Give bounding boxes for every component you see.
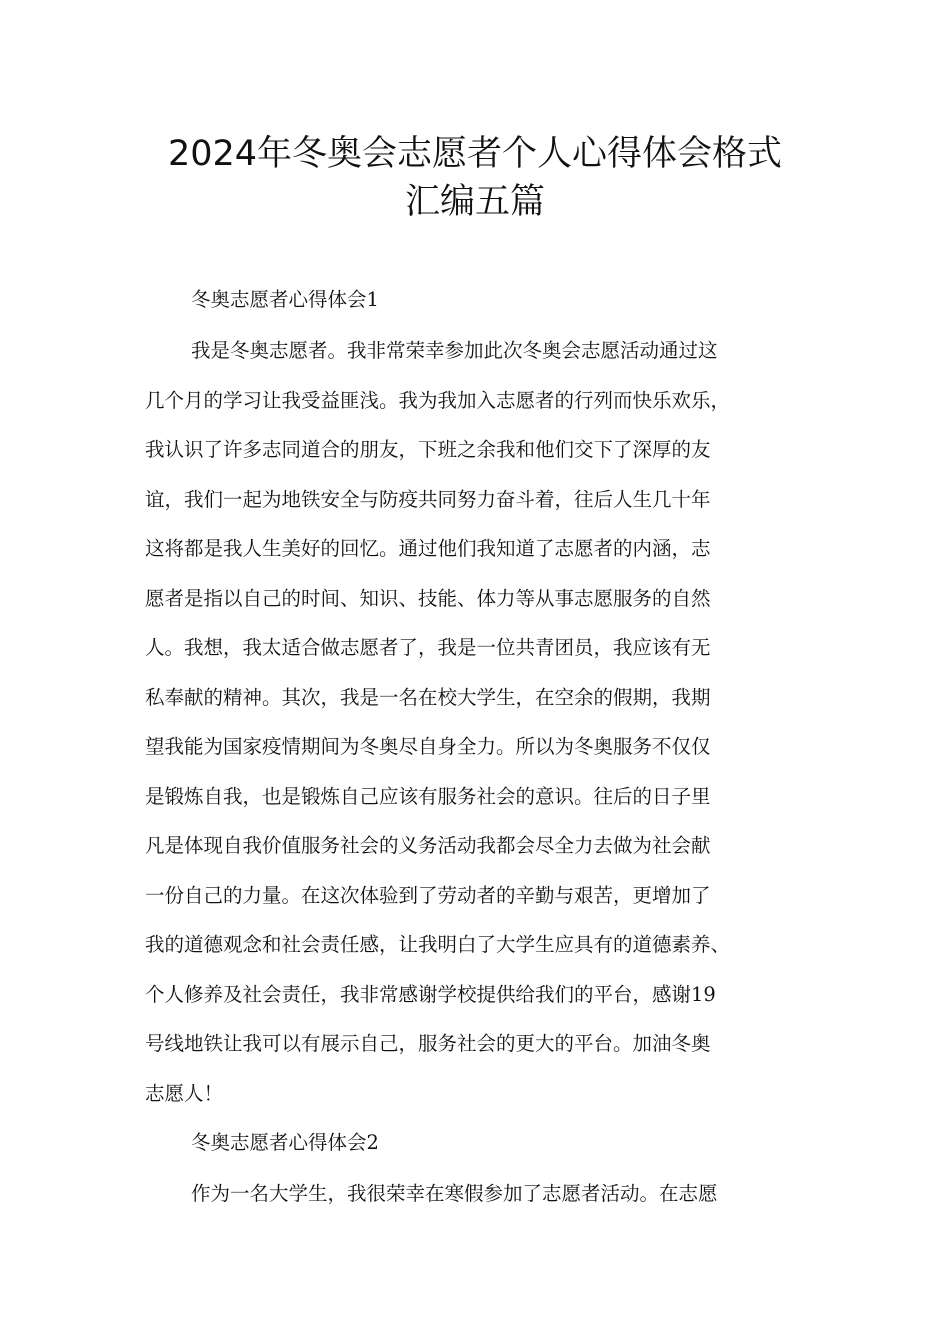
paragraph-line: 个人修养及社会责任，我非常感谢学校提供给我们的平台，感谢19 (145, 983, 716, 1006)
paragraph-line: 志愿人！ (145, 1082, 224, 1105)
paragraph-line: 人。我想，我太适合做志愿者了，我是一位共青团员，我应该有无 (145, 636, 711, 659)
paragraph-line: 我认识了许多志同道合的朋友，下班之余我和他们交下了深厚的友 (145, 438, 711, 461)
document-title-line-1: 2024年冬奥会志愿者个人心得体会格式 (167, 134, 783, 174)
paragraph-line: 一份自己的力量。在这次体验到了劳动者的辛勤与艰苦，更增加了 (145, 884, 711, 907)
paragraph-line: 是锻炼自我，也是锻炼自己应该有服务社会的意识。往后的日子里 (145, 785, 711, 808)
paragraph-line: 这将都是我人生美好的回忆。通过他们我知道了志愿者的内涵，志 (145, 537, 711, 560)
paragraph-line: 我的道德观念和社会责任感，让我明白了大学生应具有的道德素养、 (145, 933, 731, 956)
section-2-heading: 冬奥志愿者心得体会2 (191, 1131, 379, 1154)
document-title-line-2: 汇编五篇 (404, 182, 545, 222)
paragraph-line: 谊，我们一起为地铁安全与防疫共同努力奋斗着，往后人生几十年 (145, 488, 711, 511)
paragraph-line: 号线地铁让我可以有展示自己，服务社会的更大的平台。加油冬奥 (145, 1032, 711, 1055)
paragraph-line: 几个月的学习让我受益匪浅。我为我加入志愿者的行列而快乐欢乐， (145, 389, 731, 412)
section-1-heading: 冬奥志愿者心得体会1 (191, 288, 379, 311)
paragraph-line: 愿者是指以自己的时间、知识、技能、体力等从事志愿服务的自然 (145, 587, 711, 610)
paragraph-line: 凡是体现自我价值服务社会的义务活动我都会尽全力去做为社会献 (145, 834, 711, 857)
paragraph-line: 私奉献的精神。其次，我是一名在校大学生，在空余的假期，我期 (145, 686, 711, 709)
paragraph-line: 望我能为国家疫情期间为冬奥尽自身全力。所以为冬奥服务不仅仅 (145, 735, 711, 758)
paragraph-line: 作为一名大学生，我很荣幸在寒假参加了志愿者活动。在志愿 (191, 1182, 718, 1205)
paragraph-line: 我是冬奥志愿者。我非常荣幸参加此次冬奥会志愿活动通过这 (191, 339, 718, 362)
